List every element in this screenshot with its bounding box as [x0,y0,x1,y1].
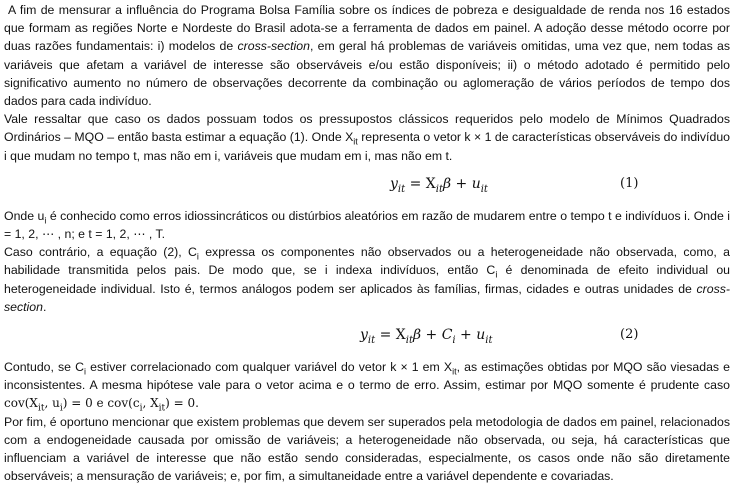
paragraph-conclusion: Por fim, é oportuno mencionar que existem problemas que devem ser superados pela metodologia de dados em painel, relacionados com a endogeneidade causada por omissão de variáveis; a heterogeneidade não observada, ou seja, há características que influenciam a variável de interesse que não estão sendo consideradas, especialmente, os casos onde não são diretamente observáveis; a mensuração de variáveis; e, por fim, a simultaneidade entre a variável dependente e covariadas. [4,414,730,484]
subscript: i [84,366,86,377]
subscript: i [196,251,199,262]
text-run: expressa os componentes não observados ou a heterogeneidade não observada, como, a habilidade transmitida pelos pais. De modo que, se i indexa indivíduos, então C [4,245,730,278]
subscript: i [495,269,498,280]
text-run: estiver correlacionado com qualquer variável do vetor k × 1 em X [86,360,453,375]
paragraph-correlation [4,358,730,413]
text-run: , em geral há problemas de variáveis omitidas, uma vez que, nem todas as variáveis que afetam a variável de interesse são observáveis e/ou estão disponíveis; ii) o método adotado é permitido pelo significativo aumento no número de observações decorrente da combinação ou aglomeração de vários períodos de tempo dos dados para cada indivíduo. [4,39,731,109]
paragraph-errors [4,207,730,243]
italic-term: cross-section [4,281,730,314]
text-run: é denominada de efeito individual ou heterogeneidade individual. Isto é, termos análogos podem ser aplicados às famílias, firmas, cidades e outras unidades de [4,263,731,296]
text-run: representa o vetor k × 1 de características observáveis do indivíduo i que mudam no tempo t, mas não em i, variáveis que mudam em i, mas não em t. [4,130,730,163]
text-run: Onde u [4,208,45,223]
subscript: it [353,136,358,147]
equation-2 [4,322,730,352]
paragraph-heterogeneity [4,243,730,316]
equation-2-formula: $y_{it} = X_{it}\beta + C_i + u_{it}$ [360,327,493,346]
inline-math: $cov(X_{it}$, $u_i) = 0$ e $cov(c_i$, $X_{it}) = 0$. [4,396,199,414]
subscript: i [44,215,47,226]
equation-2-number: (2) [620,327,639,343]
text-run: A fim de mensurar a influência do Programa Bolsa Família sobre os índices de pobreza e desigualdade de renda nos 16 estados que formam as regiões Norte e Nordeste do Brasil adota-se a ferramenta de dados em painel. A adoção desse método ocorre por duas razões fundamentais: i) modelos de [4,3,730,54]
text-run: é conhecido como erros idiossincráticos ou distúrbios aleatórios em razão de mudarem entre o tempo t e indivíduos i. Onde i = 1, 2, ⋯ , n; e t = 1, 2, ⋯ , T. [4,208,730,242]
subscript: it [452,366,457,377]
text-run: Contudo, se C [4,360,84,375]
equation-1-number: (1) [620,175,639,191]
text-run: . [42,299,47,314]
paragraph-mqo [4,110,730,165]
equation-1 [4,171,730,201]
paragraph-intro [4,0,730,110]
equation-1-formula: $y_{it} = X_{it}\beta + u_{it}$ [390,175,488,195]
text-run: Vale ressaltar que caso os dados possuam todos os pressupostos clássicos requeridos pelo modelo de Mínimos Quadrados Ordinários – MQO – então basta estimar a equação (1). Onde X [4,112,730,145]
text-run: Caso contrário, a equação (2), C [4,245,197,260]
text-run: , as estimações obtidas por MQO são viesadas e inconsistentes. A mesma hipótese vale para o vetor acima e o termo de erro. Assim, estimar por MQO somente é prudente caso [4,360,731,393]
italic-term: cross-section [237,39,310,54]
